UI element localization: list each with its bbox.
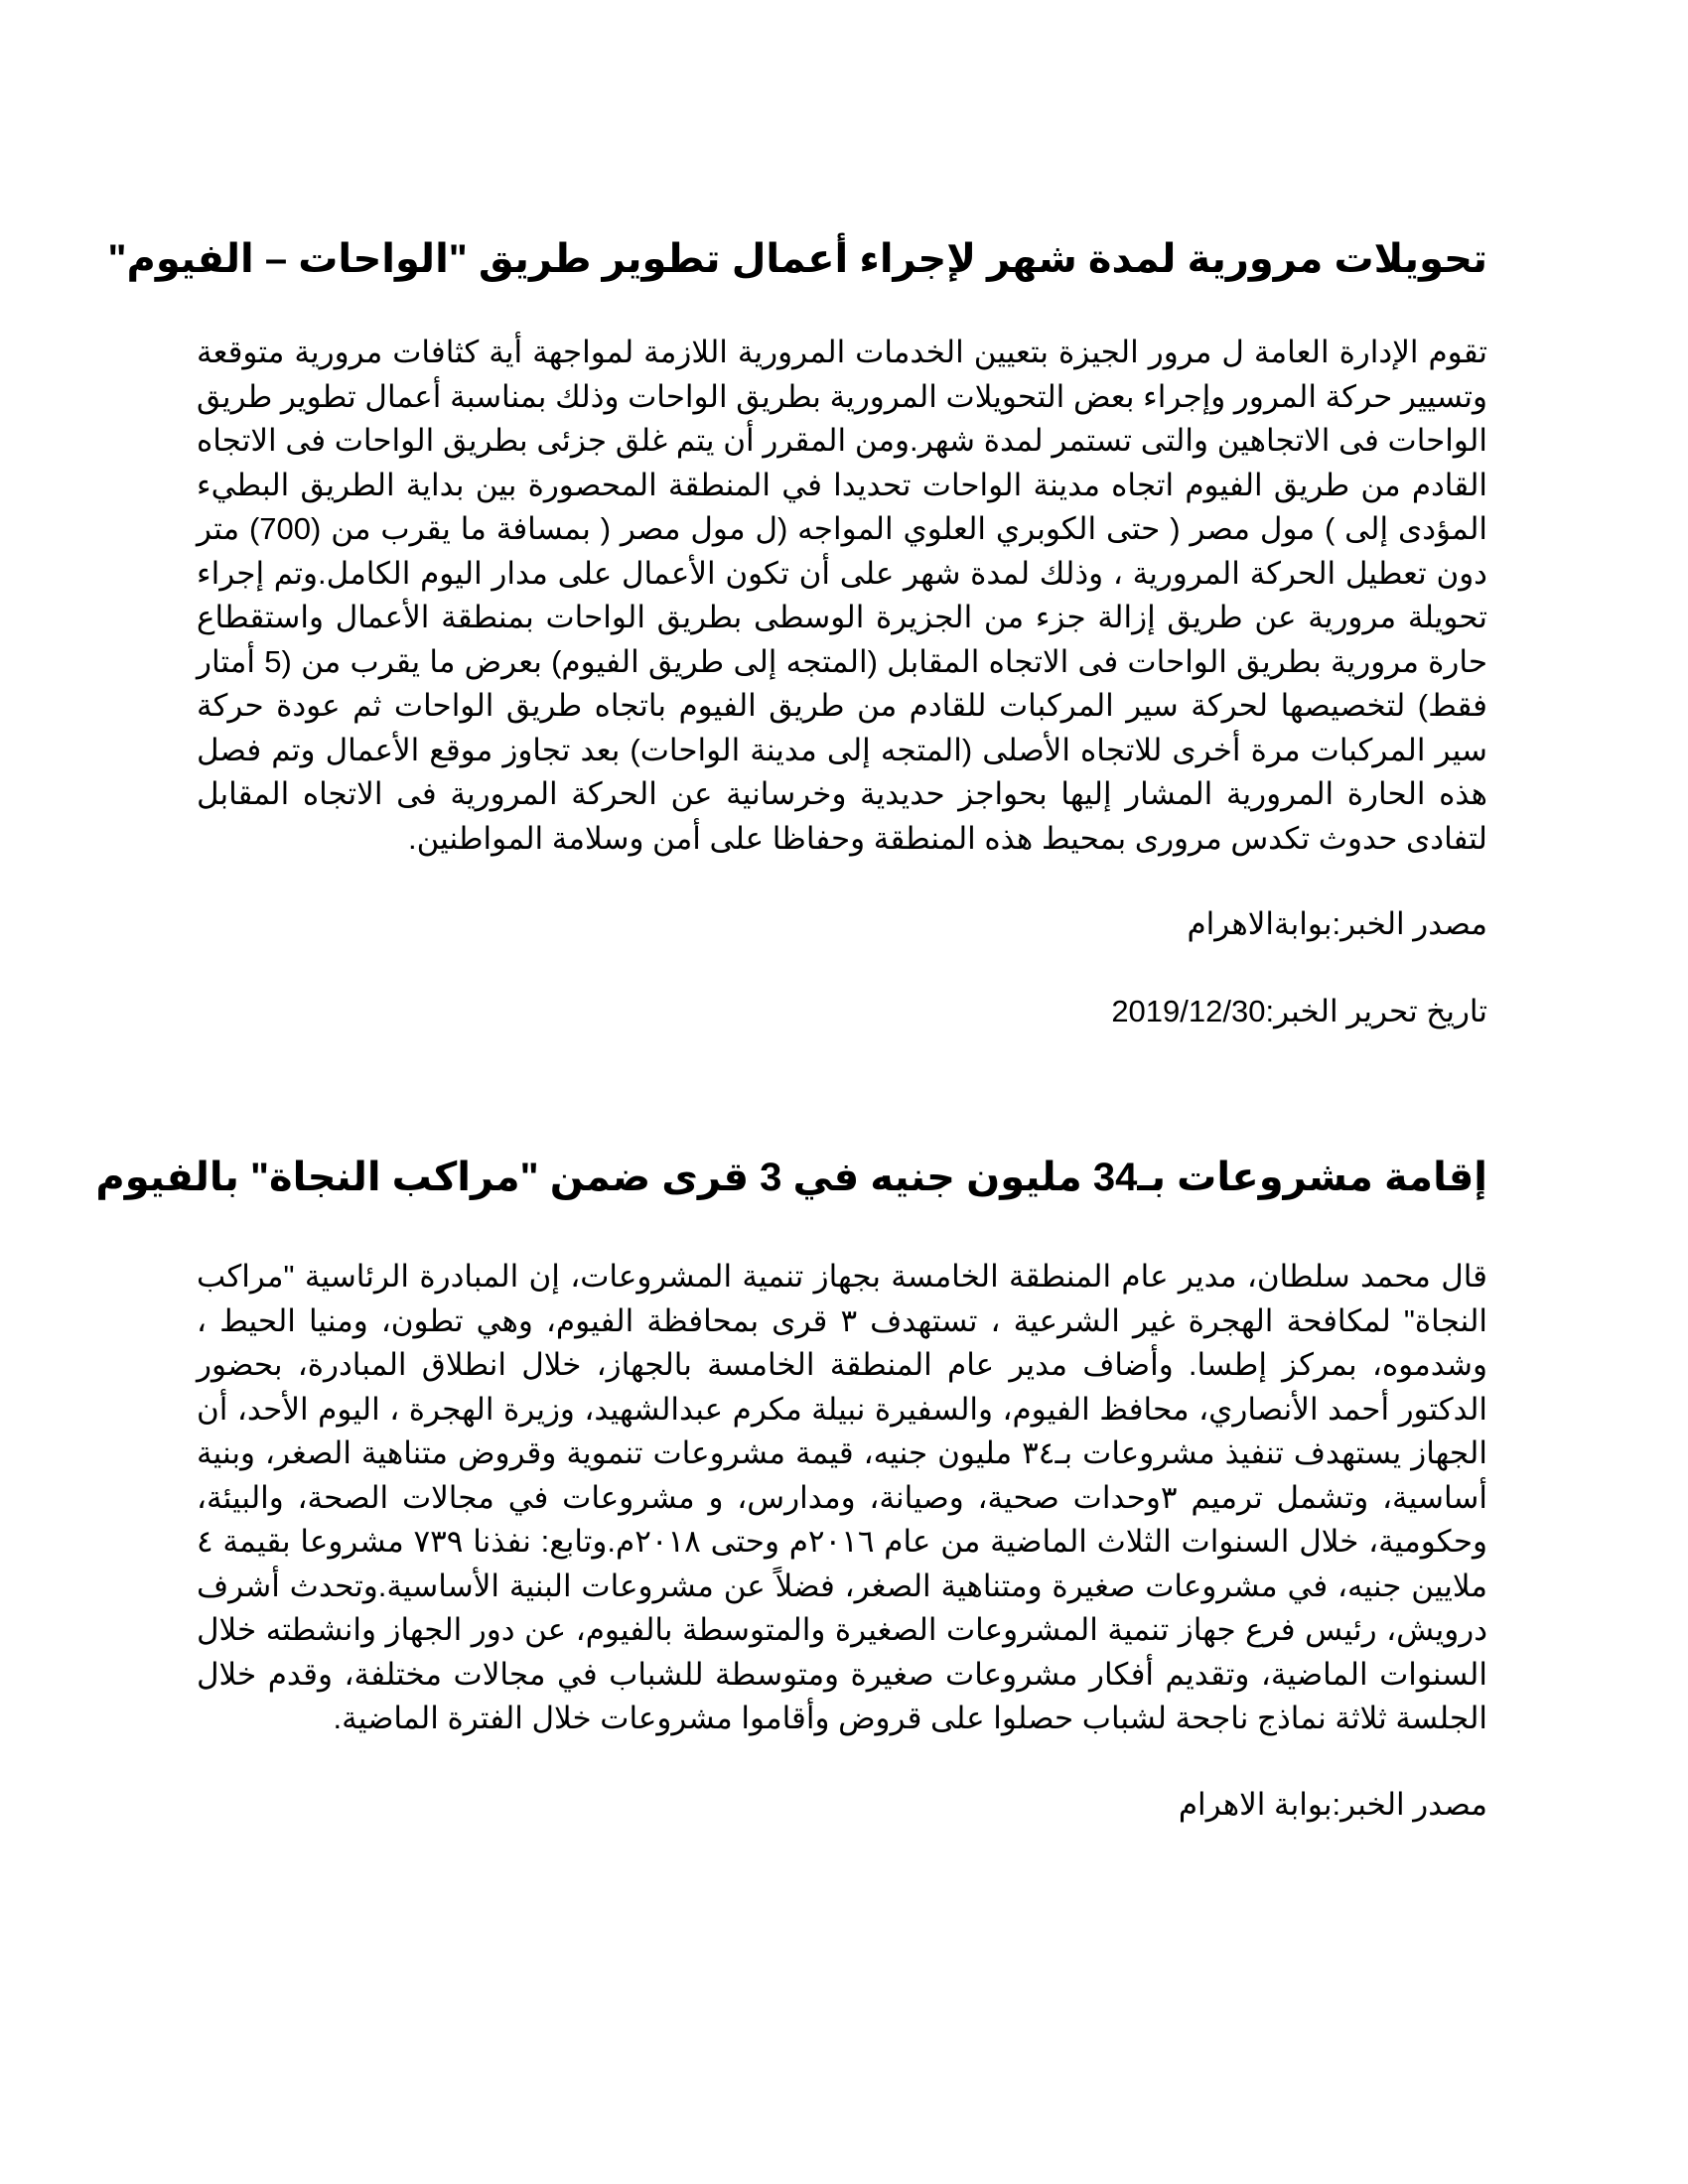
news-source: مصدر الخبر:بوابة الاهرام bbox=[1178, 1786, 1487, 1822]
article-title: إقامة مشروعات بـ34 مليون جنيه في 3 قرى ضمن "مراكب النجاة" بالفيوم bbox=[95, 1156, 1487, 1199]
article-body: تقوم الإدارة العامة ل مرور الجيزة بتعيين الخدمات المرورية اللازمة لمواجهة أية كثافات مرورية متوقعة وتسيير حركة المرور وإجراء بعض التحويلات المرورية بطريق الواحات وذلك بمناسبة أعمال تطوير طريق الواحات فى الاتجاهين والتى تستمر لمدة شهر.ومن المقرر أن يتم غلق جزئى بطريق الواحات فى الاتجاه القادم من طريق الفيوم اتجاه مدينة الواحات تحديدا في المنطقة المحصورة بين بداية الطريق البطيء المؤدى إلى ) مول مصر ( حتى الكوبري العلوي المواجه (ل مول مصر ( بمسافة ما يقرب من (700) متر دون تعطيل الحركة المرورية ، وذلك لمدة شهر على أن تكون الأعمال على مدار اليوم الكامل.وتم إجراء تحويلة مرورية عن طريق إزالة جزء من الجزيرة الوسطى بطريق الواحات بمنطقة الأعمال واستقطاع حارة مرورية بطريق الواحات فى الاتجاه المقابل (المتجه إلى طريق الفيوم) بعرض ما يقرب من (5 أمتار فقط) لتخصيصها لحركة سير المركبات للقادم من طريق الفيوم باتجاه طريق الواحات ثم عودة حركة سير المركبات مرة أخرى للاتجاه الأصلى (المتجه إلى مدينة الواحات) بعد تجاوز موقع الأعمال وتم فصل هذه الحارة المرورية المشار إليها بحواجز حديدية وخرسانية عن الحركة المرورية فى الاتجاه المقابل لتفادى حدوث تكدس مرورى بمحيط هذه المنطقة وحفاظا على أمن وسلامة المواطنين. bbox=[197, 335, 1488, 856]
article-title: تحويلات مرورية لمدة شهر لإجراء أعمال تطوير طريق "الواحات – الفيوم" bbox=[107, 237, 1487, 281]
article-fayoum-projects bbox=[95, 1152, 1488, 1827]
article-body: قال محمد سلطان، مدير عام المنطقة الخامسة بجهاز تنمية المشروعات، إن المبادرة الرئاسية "مراكب النجاة" لمكافحة الهجرة غير الشرعية ، تستهدف ٣ قرى بمحافظة الفيوم، وهي تطون، ومنيا الحيط ، وشدموه، بمركز إطسا. وأضاف مدير عام المنطقة الخامسة بالجهاز، خلال انطلاق المبادرة، بحضور الدكتور أحمد الأنصاري، محافظ الفيوم، والسفيرة نبيلة مكرم عبدالشهيد، وزيرة الهجرة ، اليوم الأحد، أن الجهاز يستهدف تنفيذ مشروعات بـ٣٤ مليون جنيه، قيمة مشروعات تنموية وقروض متناهية الصغر، وبنية أساسية، وتشمل ترميم ٣وحدات صحية، وصيانة، ومدارس، و مشروعات في مجالات الصحة، والبيئة، وحكومية، خلال السنوات الثلاث الماضية من عام ٢٠١٦م وحتى ٢٠١٨م.وتابع: نفذنا ٧٣٩ مشروعا بقيمة ٤ ملايين جنيه، في مشروعات صغيرة ومتناهية الصغر، فضلاً عن مشروعات البنية الأساسية.وتحدث أشرف درويش، رئيس فرع جهاز تنمية المشروعات الصغيرة والمتوسطة بالفيوم، عن دور الجهاز وانشطته خلال السنوات الماضية، وتقديم أفكار مشروعات صغيرة ومتوسطة للشباب في مجالات مختلفة، وقدم خلال الجلسة ثلاثة نماذج ناجحة لشباب حصلوا على قروض وأقاموا مشروعات خلال الفترة الماضية. bbox=[197, 1259, 1488, 1735]
news-source: مصدر الخبر:بوابةالاهرام bbox=[1187, 906, 1487, 941]
news-date: تاريخ تحرير الخبر:2019/12/30 bbox=[1111, 994, 1487, 1028]
article-traffic-diversions bbox=[107, 233, 1488, 1033]
